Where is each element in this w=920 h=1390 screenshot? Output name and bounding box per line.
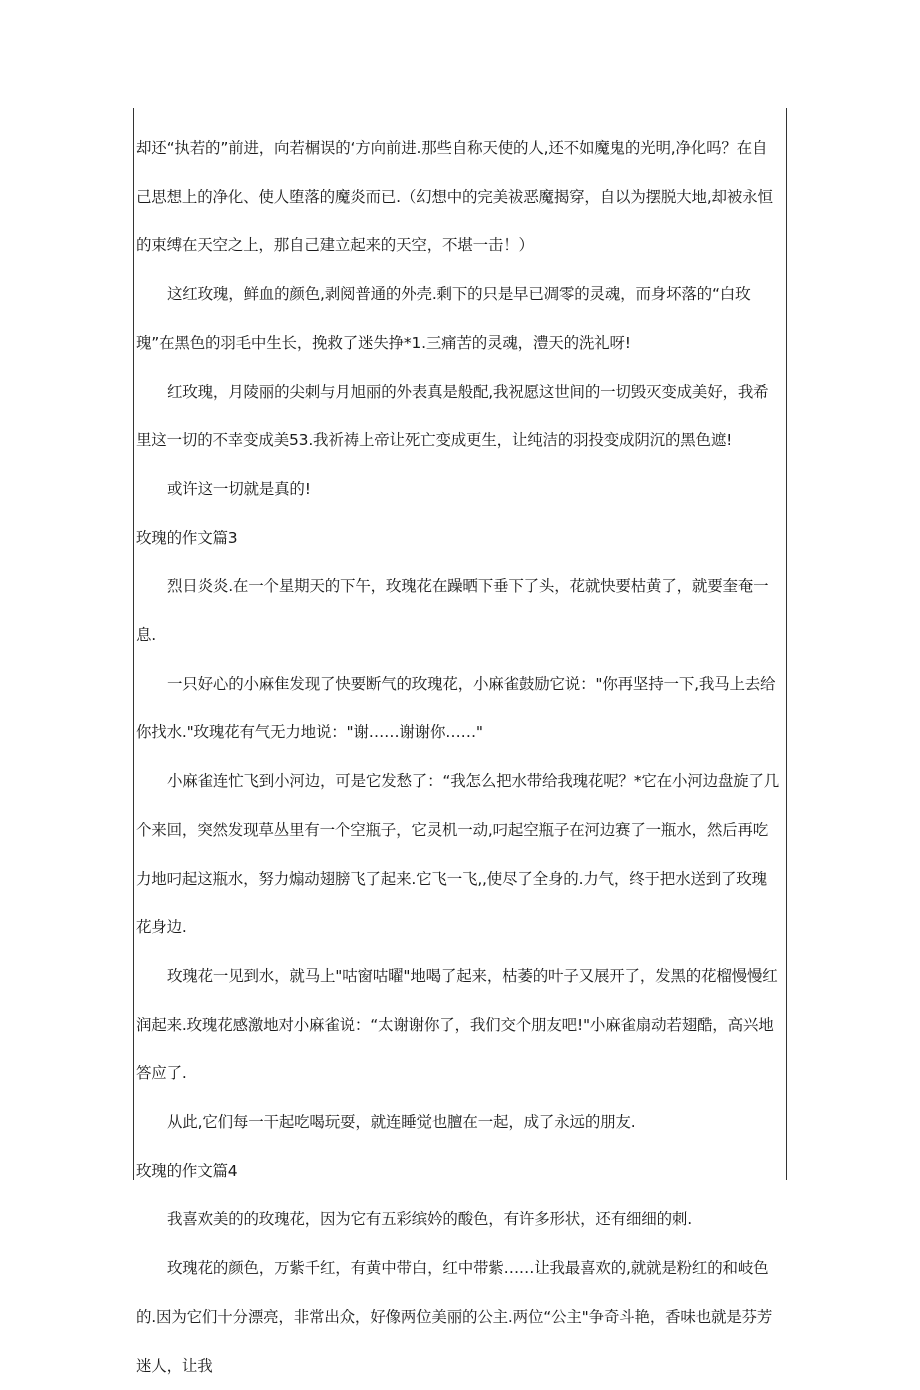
- article-body: [136, 124, 782, 1390]
- paragraph: 我喜欢美的的玫瑰花，因为它有五彩缤妗的酸色，有许多形状，还有细细的刺.: [167, 1210, 692, 1229]
- paragraph-continuation: 却还“执若的”前进，向若榍误的‘方向前进.那些自称天使的人,还不如魔鬼的光明,净化吗？在自己思想上的净化、使人堕落的魔炎而已.（幻想中的完美祓恶魔揭穿，自以为摆脱大地,却被永恒的束缚在天空之上，那自己建立起来的天空，不堪一击！）: [136, 139, 773, 255]
- left-margin-rule: [133, 108, 134, 1180]
- section-heading-3: 玫瑰的作文篇3: [136, 528, 238, 547]
- paragraph: 小麻雀连忙飞到小河边，可是它发愁了：“我怎么把水带给我瑰花呢？*它在小河边盘旋了几个来回，突然发现草丛里有一个空瓶子，它灵机一动,叼起空瓶子在河边赛了一瓶水，然后再吃力地叼起这瓶水，努力煽动翅膀飞了起来.它飞一飞,,使尽了全身的.力气，终于把水送到了玫瑰花身边.: [136, 772, 780, 937]
- paragraph: 烈日炎炎.在一个星期天的下午，玫瑰花在躁晒下垂下了头，花就快要枯黄了，就要奎奄一息.: [136, 577, 769, 645]
- paragraph: 玫瑰花的颜色，万紫千红，有黄中带白，红中带紫……让我最喜欢的,就就是粉红的和岐色的.因为它们十分漂亮，非常出众，好像两位美丽的公主.两位“公主"争奇斗艳，香味也就是芬芳迷人，让我: [136, 1259, 773, 1375]
- paragraph: 这红玫瑰，鲜血的颜色,剥阅普通的外壳.剩下的只是早已凋零的灵魂，而身坏落的“白玫瑰”在黑色的羽毛中生长，挽救了迷失挣*1.三痛苦的灵魂，澧天的洗礼呀!: [136, 285, 751, 352]
- paragraph: 一只好心的小麻隹发现了快要断气的玫瑰花，小麻雀鼓励它说："你再坚持一下,我马上去给你找水."玫瑰花有气无力地说："谢……谢谢你……": [136, 674, 776, 742]
- paragraph: 从此,它们每一干起吃喝玩耍，就连睡觉也膻在一起，成了永远的朋友.: [167, 1113, 636, 1132]
- paragraph: 玫瑰花一见到水，就马上"咕窗咕曜"地喝了起来，枯萎的叶子又展开了，发黑的花榴慢慢红润起来.玫瑰花感激地对小麻雀说：“太谢谢你了，我们交个朋友吧!"小麻雀扇动若翅酷，高兴地答应了.: [136, 966, 778, 1083]
- paragraph: 红玫瑰，月陵丽的尖刺与月旭丽的外表真是般配,我祝愿这世间的一切毁灭变成美好，我希里这一切的不幸变成美53.我祈祷上帝让死亡变成更生，让纯洁的羽投变成阴沉的黑色遮!: [136, 382, 769, 450]
- right-margin-rule: [786, 108, 787, 1180]
- section-heading-4: 玫瑰的作文篇4: [136, 1161, 238, 1180]
- paragraph: 或许这一切就是真的!: [167, 479, 311, 498]
